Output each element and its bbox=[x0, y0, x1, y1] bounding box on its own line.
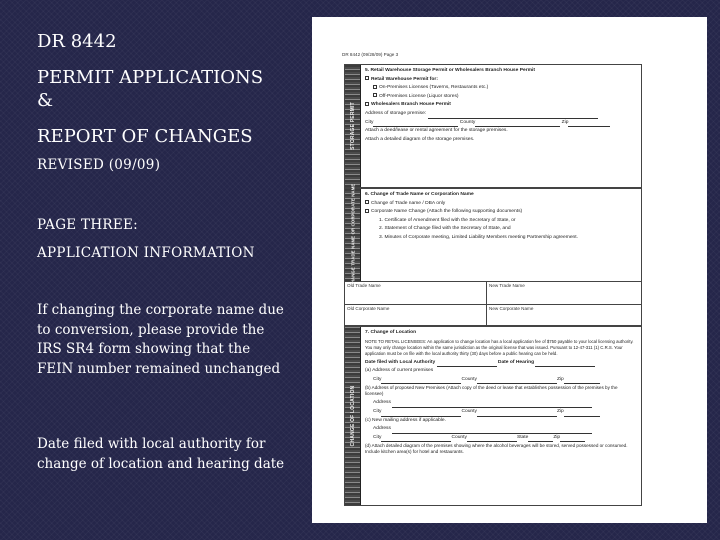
revised-date: REVISED (09/09) bbox=[37, 157, 161, 173]
form-number: DR 8442 bbox=[37, 31, 117, 52]
form-header: DR 8442 (09/28/09) Page 3 bbox=[342, 52, 399, 57]
section-6-name-change: CHANGE TRADE NAME OR CORPORATE NAME 6. Change of Trade Name or Corporation Name Change of Trade name / DBA only Corporate Name Change (Attach the following supporting documents) 1. Certificate of Amendment filed with the Secretary of State, or 2. Statement of Change filed with the Secretary of State, and 3. Minutes of Corporate meeting, Limited Liability Members meeting Partnership agreement. bbox=[344, 188, 642, 282]
form-image bbox=[312, 17, 707, 523]
date-filed-field[interactable] bbox=[437, 362, 497, 367]
section-7-note: NOTE TO RETAIL LICENSEES: An application to change location has a local application fee of $750 payable to your local licensing authority. You may only change location within the same jurisdiction as the original license that was issued. Pursuant to 12-47-311 (1) C.R.S. Your application must be on file with the local authority thirty (30) days before a public hearing can be held. bbox=[365, 338, 634, 356]
section-5-title: 5. Retail Warehouse Storage Permit or Wholesalers Branch House Permit bbox=[365, 68, 535, 73]
new-corp-name-field[interactable]: New Corporate Name bbox=[489, 306, 534, 311]
date-hearing-field[interactable] bbox=[535, 362, 595, 367]
mailing-county-field[interactable] bbox=[467, 437, 517, 442]
checkbox-trade-name[interactable] bbox=[365, 200, 369, 204]
new-county-field[interactable] bbox=[477, 412, 557, 417]
title-line-3: REPORT OF CHANGES bbox=[37, 126, 253, 147]
name-change-table bbox=[344, 282, 642, 326]
section-6-side-label: CHANGE TRADE NAME OR CORPORATE NAME bbox=[350, 183, 355, 287]
new-zip-field[interactable] bbox=[564, 412, 600, 417]
storage-zip-field[interactable] bbox=[568, 122, 610, 127]
title-line-2: & bbox=[37, 90, 54, 111]
checkbox-off-premises[interactable] bbox=[373, 93, 377, 97]
new-city-field[interactable] bbox=[381, 412, 461, 417]
section-5-storage-permit: STORAGE PERMIT 5. Retail Warehouse Storage Permit or Wholesalers Branch House Permit Retail Warehouse Permit for: On-Premises Licenses (Taverns, Restaurants etc.) Off-Premises License (Liquor stores) Wholesalers Branch House Permit Address of storage premise: City County Zip Attach a deed/lease or rental agreement for the storage premises. Attach a detailed diagram of the storage premises. bbox=[344, 64, 642, 188]
mailing-state-field[interactable] bbox=[528, 437, 553, 442]
section-5-side-label: STORAGE PERMIT bbox=[349, 102, 356, 150]
note-date-filed: Date filed with local authority for change of location and hearing date bbox=[37, 436, 285, 472]
checkbox-wholesalers[interactable] bbox=[365, 102, 369, 106]
storage-address-field[interactable] bbox=[428, 114, 598, 119]
checkbox-on-premises[interactable] bbox=[373, 85, 377, 89]
section-7-title: 7. Change of Location bbox=[365, 330, 417, 335]
checkbox-retail[interactable] bbox=[365, 76, 369, 80]
mailing-city-field[interactable] bbox=[381, 437, 451, 442]
checkbox-corp-name[interactable] bbox=[365, 209, 369, 213]
new-trade-name-field[interactable]: New Trade Name bbox=[489, 283, 525, 288]
section-label: APPLICATION INFORMATION bbox=[37, 245, 255, 261]
section-7-change-location: CHANGE OF LOCATION 7. Change of Location NOTE TO RETAIL LICENSEES: An application to change location has a local application fee of $750 payable to your local licensing authority. You may only change location within the same jurisdiction as the original license that was issued. Pursuant to 12-47-311 (1) C.R.S. Your application must be on file with the local authority thirty (30) days before a public hearing can be held. Date filed with Local Authority Date of Hearing (a) Address of current premises City County Zip (b) Address of proposed New Premises (Attach copy of the deed or lease that establishes possession of the premises by the licensee) Address City County Zip (c) New mailing address if applicable. Address City County State Zip (d) Attach detailed diagram of the premises showing where the alcohol beverages will be stored, served possessed or consumed. Include kitchen area(s) for hotel and restaurants. bbox=[344, 326, 642, 506]
page-label: PAGE THREE: bbox=[37, 217, 139, 233]
note-corporate-name: If changing the corporate name due to conversion, please provide the IRS SR4 form showing that the FEIN number remained unchanged bbox=[37, 302, 284, 377]
title-line-1: PERMIT APPLICATIONS bbox=[37, 67, 264, 88]
section-6-title: 6. Change of Trade Name or Corporation Name bbox=[365, 192, 474, 197]
current-zip-field[interactable] bbox=[564, 379, 600, 384]
mailing-zip-field[interactable] bbox=[560, 437, 585, 442]
current-city-field[interactable] bbox=[381, 379, 461, 384]
section-7-side-label: CHANGE OF LOCATION bbox=[349, 385, 356, 447]
current-county-field[interactable] bbox=[477, 379, 557, 384]
old-corp-name-field[interactable]: Old Corporate Name bbox=[347, 306, 390, 311]
old-trade-name-field[interactable]: Old Trade Name bbox=[347, 283, 381, 288]
